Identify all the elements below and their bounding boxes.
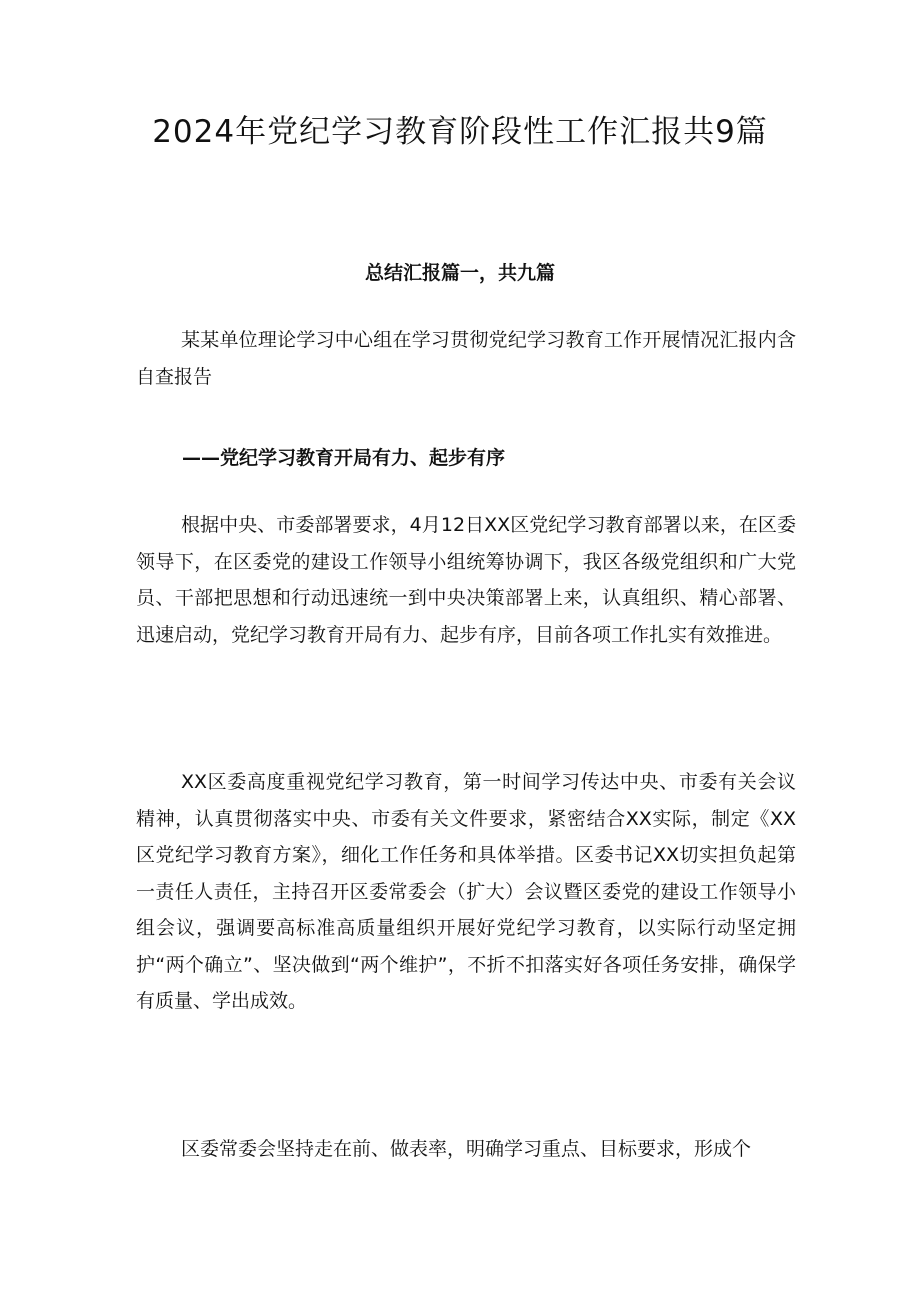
body-paragraph: XX区委高度重视党纪学习教育，第一时间学习传达中央、市委有关会议精神，认真贯彻落实中央、市委有关文件要求，紧密结合XX实际，制定《XX区党纪学习教育方案》，细化工作任务和具体举措。区委书记XX切实担负起第一责任人责任，主持召开区委常委会（扩大）会议暨区委党的建设工作领导小组会议，强调要高标准高质量组织开展好党纪学习教育，以实际行动坚定拥护“两个确立”、坚决做到“两个维护”，不折不扣落实好各项任务安排，确保学有质量、学出成效。	[136, 771, 796, 1012]
body-paragraph: 根据中央、市委部署要求，4月12日XX区党纪学习教育部署以来，在区委领导下，在区委党的建设工作领导小组统筹协调下，我区各级党组织和广大党员、干部把思想和行动迅速统一到中央决策部署上来，认真组织、精心部署、迅速启动，党纪学习教育开局有力、起步有序，目前各项工作扎实有效推进。	[136, 514, 796, 646]
subheading: ——党纪学习教育开局有力、起步有序	[182, 447, 506, 469]
section-heading: 总结汇报篇一，共九篇	[364, 262, 555, 284]
intro-paragraph: 某某单位理论学习中心组在学习贯彻党纪学习教育工作开展情况汇报内含自查报告	[136, 329, 796, 388]
body-paragraph: 区委常委会坚持走在前、做表率，明确学习重点、目标要求，形成个	[181, 1138, 752, 1160]
document-title: 2024年党纪学习教育阶段性工作汇报共9篇	[152, 114, 768, 150]
